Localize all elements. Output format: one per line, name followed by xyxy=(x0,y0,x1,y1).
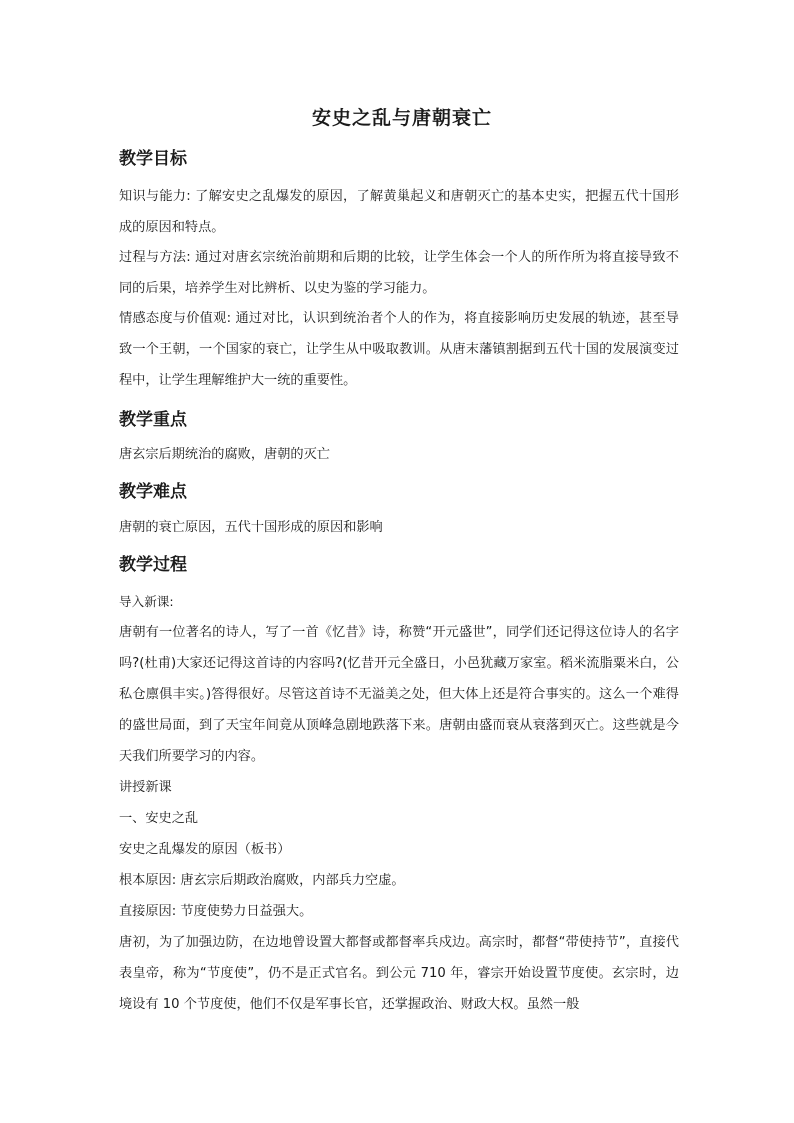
root-cause: 根本原因: 唐玄宗后期政治腐败，内部兵力空虚。 xyxy=(119,873,405,888)
detail-text: 唐初，为了加强边防，在边地曾设置大都督或都督率兵戍边。高宗时，都督“带使持节”，直接代表皇帝，称为“节度使”，仍不是正式官名。到公元 710 年，睿宗开始设置节度使。玄宗时，边境设有 10 个节度使，他们不仅是军事长官，还掌握政治、财政大权。虽然一般 xyxy=(119,935,679,1012)
lecture-label: 讲授新课 xyxy=(119,780,172,795)
process-heading: 教学过程 xyxy=(119,555,187,575)
part1-heading: 一、安史之乱 xyxy=(119,811,199,826)
intro-label: 导入新课: xyxy=(119,594,174,609)
objective-process: 过程与方法: 通过对唐玄宗统治前期和后期的比较，让学生体会一个人的所作所为将直接导致不同的后果，培养学生对比辨析、以史为鉴的学习能力。 xyxy=(119,250,679,296)
intro-text: 唐朝有一位著名的诗人，写了一首《忆昔》诗，称赞“开元盛世”，同学们还记得这位诗人的名字吗?(杜甫)大家还记得这首诗的内容吗?(忆昔开元全盛日，小邑犹藏万家室。稻米流脂粟米白，公私仓廪俱丰实。)答得很好。尽管这首诗不无溢美之处，但大体上还是符合事实的。这么一个难得的盛世局面，到了天宝年间竟从顶峰急剧地跌落下来。唐朝由盛而衰从衰落到灭亡。这些就是今天我们所要学习的内容。 xyxy=(119,625,679,764)
causes-title: 安史之乱爆发的原因（板书） xyxy=(119,842,291,857)
objectives-heading: 教学目标 xyxy=(119,149,187,169)
key-points-heading: 教学重点 xyxy=(119,410,187,430)
objective-knowledge: 知识与能力: 了解安史之乱爆发的原因，了解黄巢起义和唐朝灭亡的基本史实，把握五代十国形成的原因和特点。 xyxy=(119,189,679,235)
document-title: 安史之乱与唐朝衰亡 xyxy=(311,107,492,129)
direct-cause: 直接原因: 节度使势力日益强大。 xyxy=(119,904,313,919)
difficulties-heading: 教学难点 xyxy=(119,482,187,502)
key-points-text: 唐玄宗后期统治的腐败，唐朝的灭亡 xyxy=(119,447,330,462)
objective-attitude: 情感态度与价值观: 通过对比，认识到统治者个人的作为，将直接影响历史发展的轨迹，甚至导致一个王朝，一个国家的衰亡，让学生从中吸取教训。从唐末藩镇割据到五代十国的发展演变过程中，让学生理解维护大一统的重要性。 xyxy=(119,311,679,388)
difficulties-text: 唐朝的衰亡原因，五代十国形成的原因和影响 xyxy=(119,520,383,535)
